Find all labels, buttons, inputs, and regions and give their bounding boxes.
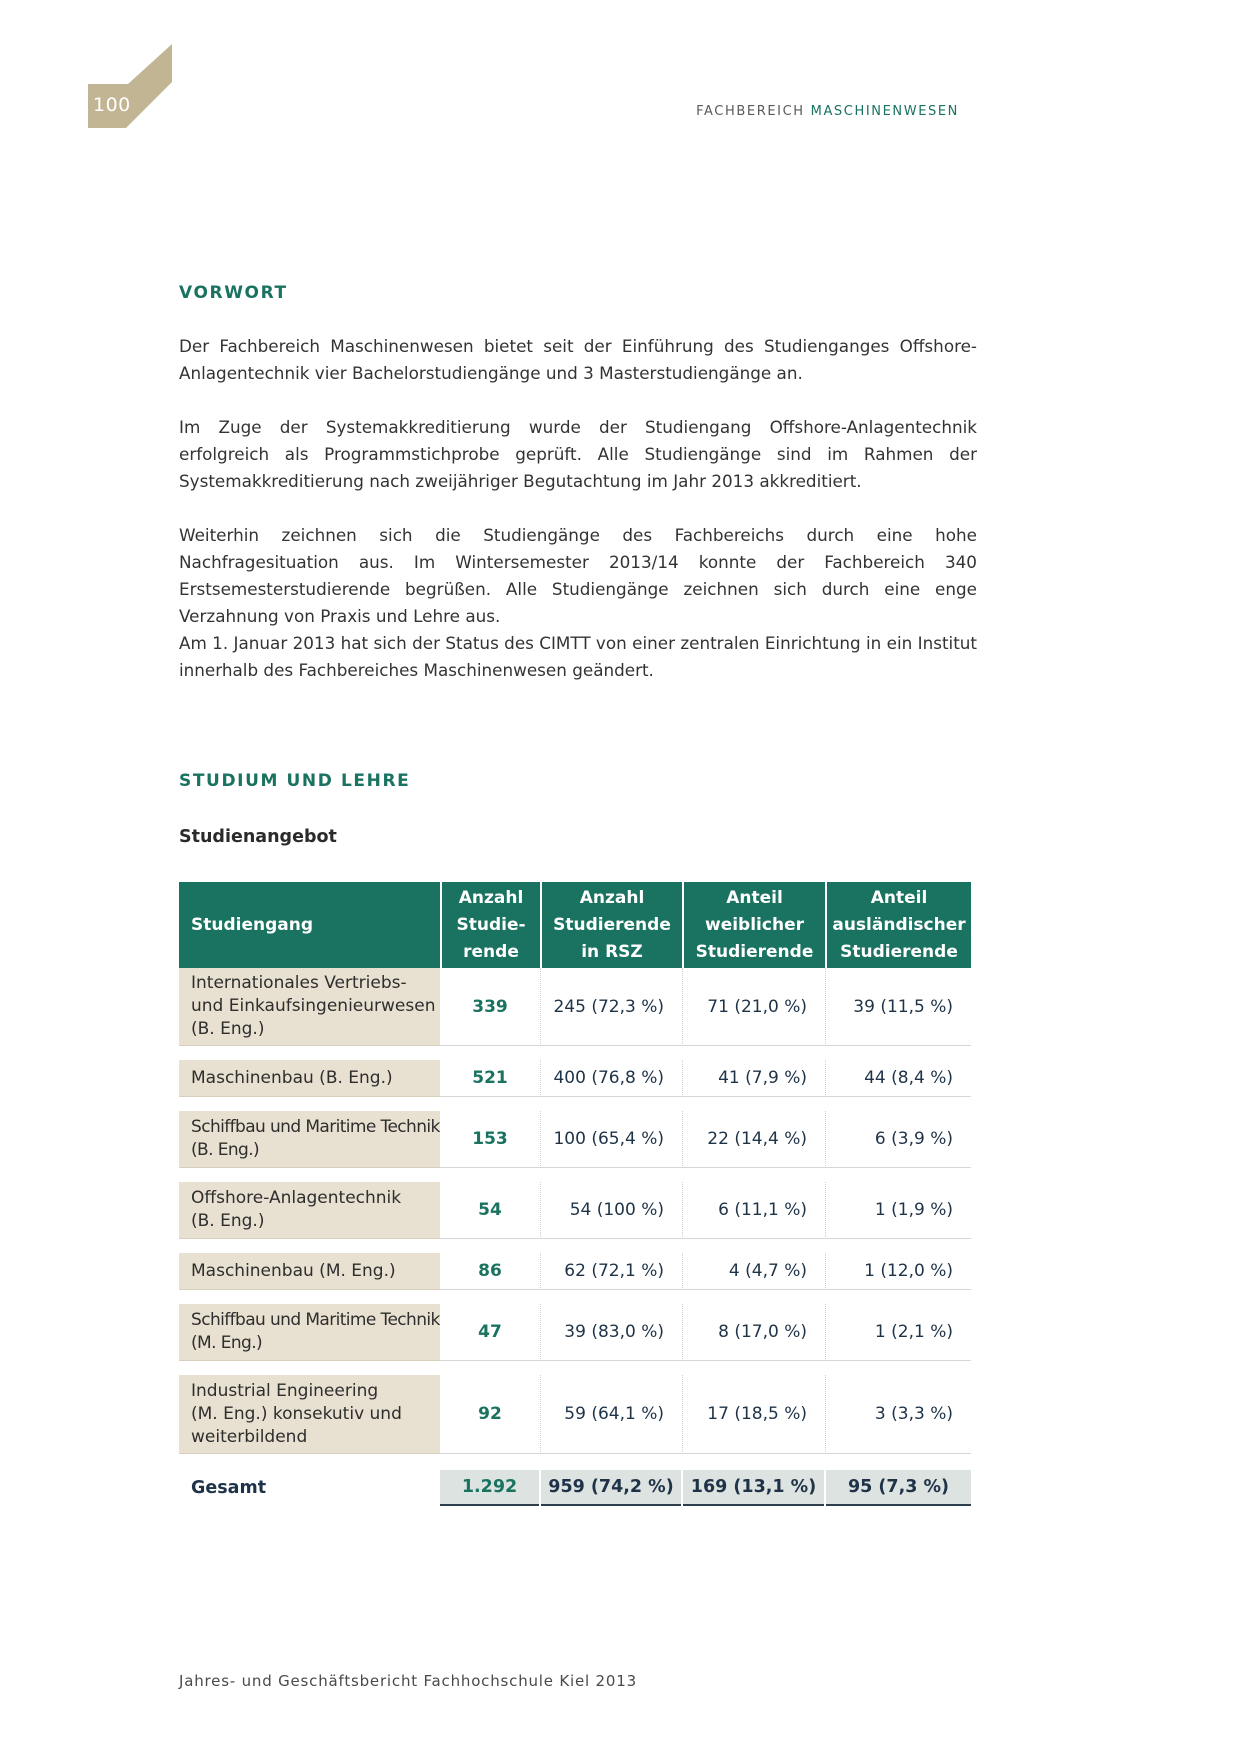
female-share: 22 (14,4 %) [682,1111,825,1168]
program-name [179,1304,440,1361]
foreign-share: 44 (8,4 %) [825,1060,971,1097]
name-line: Maschinenbau (M. Eng.) [191,1260,396,1281]
rsz-count: 62 (72,1 %) [540,1253,682,1290]
name-line: Schiffbau und Maritime Technik [191,1310,440,1330]
table-header [179,882,971,968]
section-heading-studium: STUDIUM UND LEHRE [179,771,411,791]
rsz-count: 245 (72,3 %) [540,968,682,1046]
table-row [179,1182,971,1239]
table-row [179,1253,971,1290]
student-count: 54 [440,1182,540,1239]
table-row [179,1111,971,1168]
header-line: rende [463,941,519,962]
female-share: 8 (17,0 %) [682,1304,825,1361]
column-header-rsz [542,882,682,968]
rsz-count: 39 (83,0 %) [540,1304,682,1361]
total-label: Gesamt [191,1478,267,1498]
name-line: (M. Eng.) [191,1333,263,1353]
name-line: Schiffbau und Maritime Technik [191,1117,440,1137]
header-department-name: MASCHINENWESEN [810,104,959,119]
foreign-share: 3 (3,3 %) [825,1375,971,1454]
header-line: Anteil [726,887,783,908]
female-share: 4 (4,7 %) [682,1253,825,1290]
total-foreign: 95 (7,3 %) [826,1470,971,1506]
student-count: 153 [440,1111,540,1168]
name-line: weiterbildend [191,1426,308,1447]
rsz-count: 59 (64,1 %) [540,1375,682,1454]
section-heading-vorwort: VORWORT [179,283,288,303]
name-line: Offshore-Anlagentechnik [191,1188,402,1208]
header-department: FACHBEREICH [696,104,805,119]
female-share: 6 (11,1 %) [682,1182,825,1239]
foreign-share: 1 (12,0 %) [825,1253,971,1290]
column-header-anzahl [442,882,540,968]
table-row [179,1375,971,1454]
female-share: 41 (7,9 %) [682,1060,825,1097]
header-text: Studiengang [191,914,314,935]
name-line: und Einkaufsingenieurwesen [191,996,436,1016]
rsz-count: 100 (65,4 %) [540,1111,682,1168]
header-line: Studierende [695,941,814,962]
total-female: 169 (13,1 %) [683,1470,824,1506]
program-name [179,1253,440,1290]
student-count: 86 [440,1253,540,1290]
foreign-share: 39 (11,5 %) [825,968,971,1046]
program-name [179,1375,440,1454]
header-line: Studierende [553,914,671,935]
name-line: (B. Eng.) [191,1140,260,1160]
female-share: 17 (18,5 %) [682,1375,825,1454]
foreign-share: 1 (2,1 %) [825,1304,971,1361]
header-line: ausländischer [832,914,966,935]
foreign-share: 1 (1,9 %) [825,1182,971,1239]
student-count: 92 [440,1375,540,1454]
paragraph: Am 1. Januar 2013 hat sich der Status des CIMTT von einer zentralen Einrichtung in ein Institut innerhalb des Fachbereiches Maschinenwesen geändert. [179,633,977,680]
column-header-auslaendisch [827,882,971,968]
column-header-weiblich [684,882,825,968]
rsz-count: 54 (100 %) [540,1182,682,1239]
total-rsz: 959 (74,2 %) [541,1470,681,1506]
student-count: 47 [440,1304,540,1361]
name-line: (B. Eng.) [191,1019,265,1039]
name-line: Industrial Engineering [191,1380,379,1401]
foreign-share: 6 (3,9 %) [825,1111,971,1168]
header-line: in RSZ [581,941,643,962]
name-line: (B. Eng.) [191,1211,265,1231]
rsz-count: 400 (76,8 %) [540,1060,682,1097]
header-line: weiblicher [705,914,804,935]
name-line: Internationales Vertriebs- [191,973,407,993]
student-count: 339 [440,968,540,1046]
header-line: Studie- [456,914,526,935]
paragraph: Der Fachbereich Maschinenwesen bietet seit der Einführung des Studienganges Offshore-Anlagentechnik vier Bachelorstudiengänge und 3 Masterstudiengänge an. [179,336,977,383]
program-name [179,1111,440,1168]
header-line: Anzahl [458,887,524,908]
name-line: Maschinenbau (B. Eng.) [191,1067,393,1088]
header-line: Anzahl [579,887,645,908]
table-row [179,1304,971,1361]
header-line: Studierende [840,941,958,962]
page-footer: Jahres- und Geschäftsbericht Fachhochschule Kiel 2013 [179,1672,637,1690]
program-name [179,1182,440,1239]
program-name [179,968,440,1046]
program-name [179,1060,440,1097]
paragraph: Im Zuge der Systemakkreditierung wurde der Studiengang Offshore-Anlagentechnik erfolgreich als Programmstichprobe geprüft. Alle Studiengänge sind im Rahmen der Systemakkreditierung nach zweijähriger Begutachtung im Jahr 2013 akkreditiert. [179,417,977,491]
page-number: 100 [93,94,131,116]
paragraph: Weiterhin zeichnen sich die Studiengänge des Fachbereichs durch eine hohe Nachfragesituation aus. Im Wintersemester 2013/14 konnte der Fachbereich 340 Erstsemesterstudierende begrüßen. Alle Studiengänge zeichnen sich durch eine enge Verzahnung von Praxis und Lehre aus. [179,525,977,626]
header-line: Anteil [870,887,928,908]
column-header-studiengang [179,882,440,968]
student-count: 521 [440,1060,540,1097]
table-row [179,1060,971,1097]
name-line: (M. Eng.) konsekutiv und [191,1403,402,1424]
running-header [696,104,959,119]
table-total-row [179,1470,971,1506]
female-share: 71 (21,0 %) [682,968,825,1046]
subheading-studienangebot: Studienangebot [179,827,337,847]
table-row [179,968,971,1046]
total-count: 1.292 [440,1470,539,1506]
